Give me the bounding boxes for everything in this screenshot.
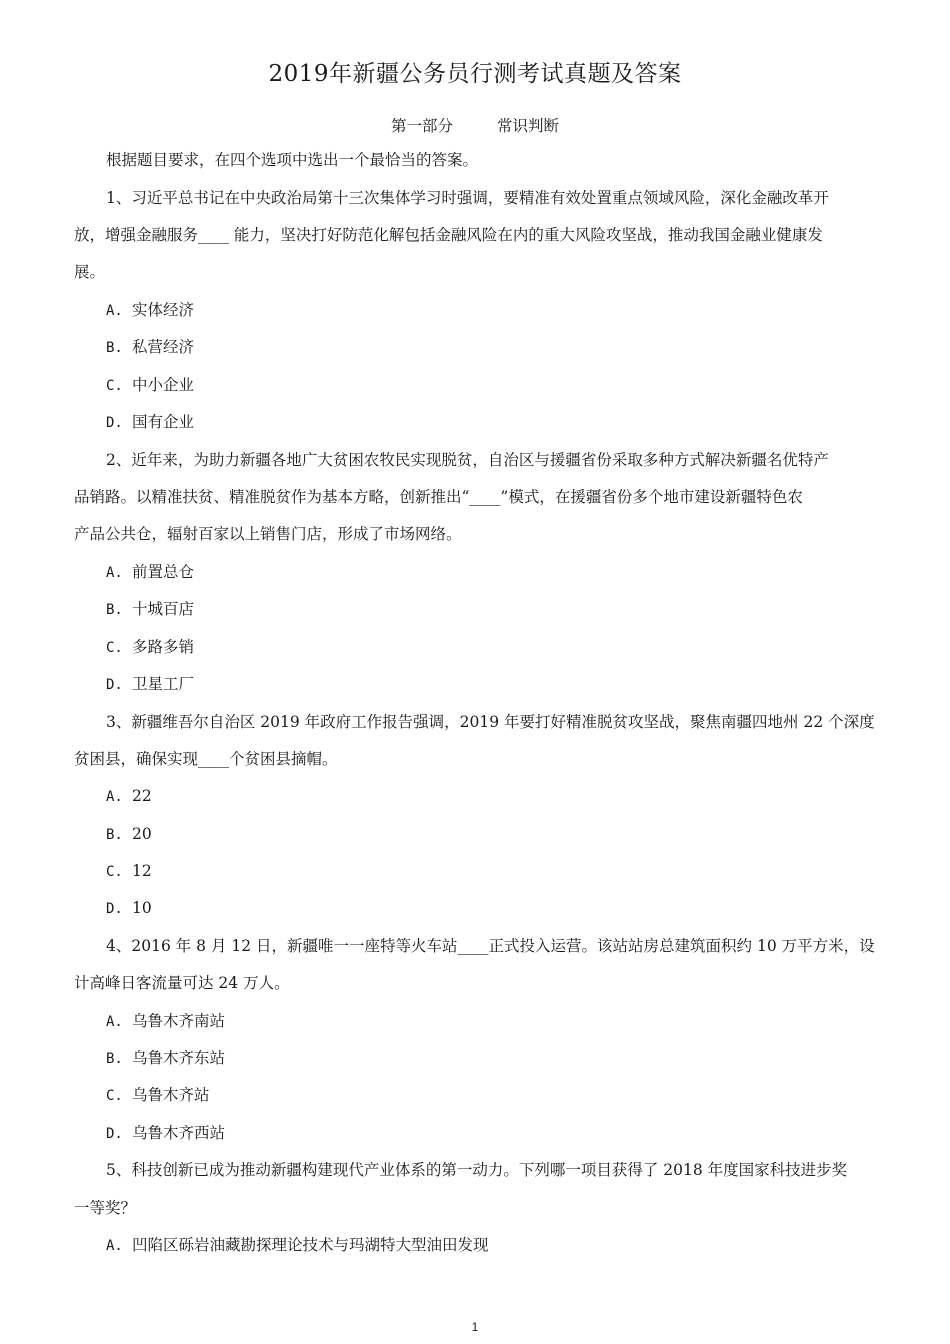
question-5-option-a xyxy=(106,1232,489,1259)
option-text: 实体经济 xyxy=(132,301,195,319)
question-4-option-a xyxy=(106,1008,225,1035)
question-3-option-b xyxy=(106,821,152,848)
option-letter: B. xyxy=(106,1051,123,1067)
question-2-option-a xyxy=(106,559,194,586)
option-letter: D. xyxy=(106,677,123,693)
question-3-line-2: 贫困县，确保实现____个贫困县摘帽。 xyxy=(74,750,338,768)
question-1-option-b xyxy=(106,334,194,361)
option-text: 乌鲁木齐站 xyxy=(132,1086,210,1104)
option-letter: C. xyxy=(106,864,123,880)
question-1-line-2: 放，增强金融服务____ 能力，坚决打好防范化解包括金融风险在内的重大风险攻坚战，推动我国金融业健康发 xyxy=(74,226,823,244)
option-text: 凹陷区砾岩油藏勘探理论技术与玛湖特大型油田发现 xyxy=(132,1236,489,1254)
section-heading xyxy=(0,113,950,139)
question-3-option-c xyxy=(106,858,152,885)
option-text: 中小企业 xyxy=(132,376,195,394)
question-2-line-1: 2、近年来，为助力新疆各地广大贫困农牧民实现脱贫，自治区与援疆省份采取多种方式解决新疆名优特产 xyxy=(106,451,829,469)
question-2-option-c xyxy=(106,634,194,661)
question-2-line-3: 产品公共仓，辐射百家以上销售门店，形成了市场网络。 xyxy=(74,525,462,543)
question-1-option-d xyxy=(106,409,194,436)
question-5-line-2: 一等奖？ xyxy=(74,1199,137,1217)
option-text: 多路多销 xyxy=(132,638,195,656)
question-5-line-1: 5、科技创新已成为推动新疆构建现代产业体系的第一动力。下列哪一项目获得了 2018 年度国家科技进步奖 xyxy=(106,1161,848,1179)
option-text: 10 xyxy=(132,899,152,917)
question-4-option-b xyxy=(106,1045,225,1072)
option-text: 乌鲁木齐西站 xyxy=(132,1124,226,1142)
option-letter: A. xyxy=(106,565,123,581)
instruction-text: 根据题目要求，在四个选项中选出一个最恰当的答案。 xyxy=(106,151,479,169)
option-text: 私营经济 xyxy=(132,338,195,356)
page-number: 1 xyxy=(471,1320,479,1334)
question-1-line-1: 1、习近平总书记在中央政治局第十三次集体学习时强调，要精准有效处置重点领域风险，深化金融改革开 xyxy=(106,189,829,207)
question-4-option-c xyxy=(106,1082,210,1109)
question-1-option-a xyxy=(106,297,194,324)
option-letter: C. xyxy=(106,378,123,394)
option-text: 十城百店 xyxy=(132,600,195,618)
option-letter: D. xyxy=(106,901,123,917)
option-letter: B. xyxy=(106,827,123,843)
question-2-option-d xyxy=(106,671,194,698)
option-text: 卫星工厂 xyxy=(132,675,195,693)
question-4-line-1: 4、2016 年 8 月 12 日，新疆唯一一座特等火车站____正式投入运营。该站站房总建筑面积约 10 万平方米，设 xyxy=(106,937,875,955)
question-2-line-2: 品销路。以精准扶贫、精准脱贫作为基本方略，创新推出“____”模式，在援疆省份多个地市建设新疆特色农 xyxy=(74,488,803,506)
option-text: 国有企业 xyxy=(132,413,195,431)
question-4-option-d xyxy=(106,1120,225,1147)
option-letter: B. xyxy=(106,340,123,356)
option-letter: B. xyxy=(106,602,123,618)
question-1-line-3: 展。 xyxy=(74,263,106,281)
option-letter: D. xyxy=(106,1126,123,1142)
option-letter: A. xyxy=(106,1238,123,1254)
option-letter: A. xyxy=(106,789,123,805)
option-text: 22 xyxy=(132,787,152,805)
option-letter: C. xyxy=(106,1088,123,1104)
option-letter: C. xyxy=(106,640,123,656)
option-letter: D. xyxy=(106,415,123,431)
option-text: 20 xyxy=(132,825,152,843)
option-letter: A. xyxy=(106,303,123,319)
option-text: 乌鲁木齐南站 xyxy=(132,1012,226,1030)
option-text: 前置总仓 xyxy=(132,563,195,581)
document-title: 2019年新疆公务员行测考试真题及答案 xyxy=(268,61,682,87)
question-3-option-d xyxy=(106,895,152,922)
section-part: 第一部分 xyxy=(390,117,453,135)
option-letter: A. xyxy=(106,1014,123,1030)
option-text: 乌鲁木齐东站 xyxy=(132,1049,226,1067)
question-2-option-b xyxy=(106,596,194,623)
section-name: 常识判断 xyxy=(497,117,560,135)
question-1-option-c xyxy=(106,372,194,399)
option-text: 12 xyxy=(132,862,152,880)
question-3-line-1: 3、新疆维吾尔自治区 2019 年政府工作报告强调，2019 年要打好精准脱贫攻坚战，聚焦南疆四地州 22 个深度 xyxy=(106,713,875,731)
question-3-option-a xyxy=(106,783,152,810)
question-4-line-2: 计高峰日客流量可达 24 万人。 xyxy=(74,974,290,992)
